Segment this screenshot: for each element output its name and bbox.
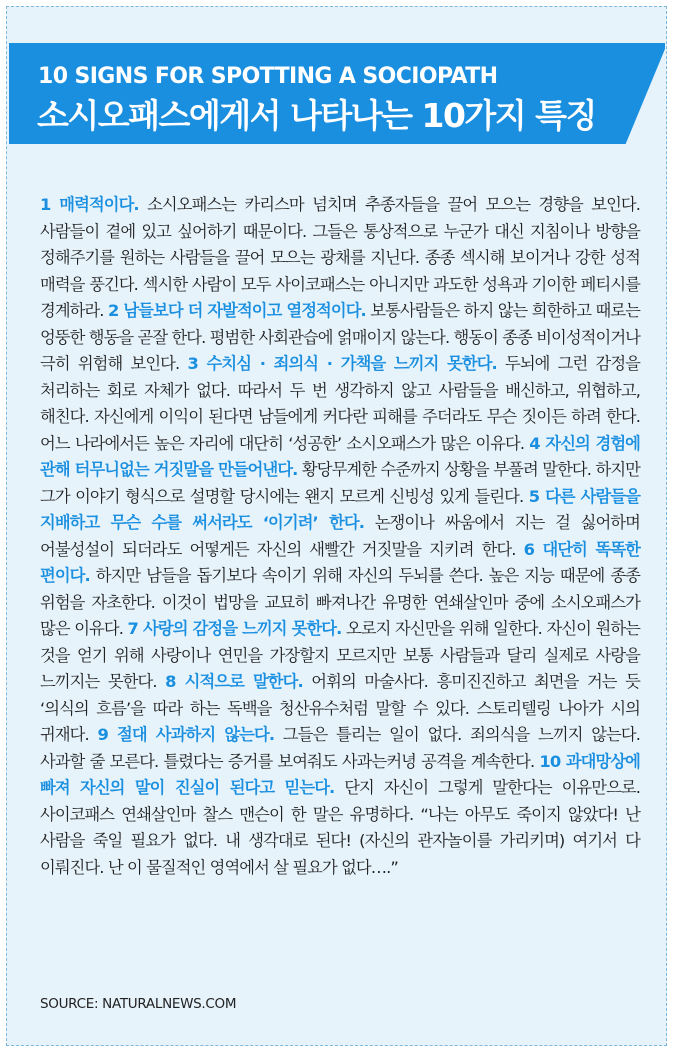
sign-4-text: 황당무계한 수준까지 상황을 부풀려 말한다. 하지만 그가 이야기 형식으로 설명할 당시에는 왠지 모르게 신빙성 있게 들린다.	[40, 460, 640, 506]
sign-5-text: 논쟁이나 싸움에서 지는 걸 싫어하며 어불성설이 되더라도 어떻게든 자신의 새빨간 거짓말을 지키려 한다.	[40, 513, 640, 559]
title-korean: 소시오패스에게서 나타나는 10가지 특징	[37, 96, 596, 135]
title-english: 10 SIGNS FOR SPOTTING A SOCIOPATH	[38, 64, 498, 89]
sign-8-heading: 8 시적으로 말한다.	[165, 672, 303, 691]
source-credit: SOURCE: NATURALNEWS.COM	[40, 996, 237, 1012]
article-body	[40, 192, 640, 881]
sign-2-heading: 2 남들보다 더 자발적이고 열정적이다.	[108, 301, 366, 320]
sign-8-text: 어휘의 마술사다. 흥미진진하고 최면을 거는 듯 ‘의식의 흐름’을 따라 하는 독백을 청산유수처럼 말할 수 있다. 스토리텔링 나아가 시의 귀재다.	[40, 672, 641, 744]
sign-1-text: 소시오패스는 카리스마 넘치며 추종자들을 끌어 모으는 경향을 보인다. 사람들이 곁에 있고 싶어하기 때문이다. 그들은 통상적으로 누군가 대신 지침이나 방향을 정해주기를 원하는 사람들을 끌어 모으는 광채를 지닌다. 종종 섹시해 보이거나 강한 성적 매력을 풍긴다. 섹시한 사람이 모두 사이코패스는 아니지만 과도한 성욕과 기이한 페티시를 경계하라.	[40, 195, 641, 320]
sign-5-heading: 5 다른 사람들을 지배하고 무슨 수를 써서라도 ‘이기려’ 한다.	[40, 486, 640, 532]
sign-1-heading: 1 매력적이다.	[40, 195, 139, 214]
sign-4-heading: 4 자신의 경험에 관해 터무니없는 거짓말을 만들어낸다.	[40, 433, 641, 479]
sign-6-text: 하지만 남들을 돕기보다 속이기 위해 자신의 두뇌를 쓴다. 높은 지능 때문에 종종 위험을 자초한다. 이것이 법망을 교묘히 빠져나간 유명한 연쇄살인마 중에 소시오패스가 많은 이유다.	[40, 566, 640, 638]
sign-9-heading: 9 절대 사과하지 않는다.	[97, 725, 275, 744]
sign-7-heading: 7 사랑의 감정을 느끼지 못한다.	[127, 619, 342, 638]
sign-10-heading: 10 과대망상에 빠져 자신의 말이 진실이 된다고 믿는다.	[40, 751, 640, 797]
sign-7-text: 오로지 자신만을 위해 일한다. 자신이 원하는 것을 얻기 위해 사랑이나 연민을 가장할지 모르지만 보통 사람들과 달리 실제로 사랑을 느끼지는 못한다.	[40, 619, 640, 691]
sign-3-heading: 3 수치심 · 죄의식 · 가책을 느끼지 못한다.	[187, 354, 497, 373]
sign-2-text: 보통사람들은 하지 않는 희한하고 때로는 엉뚱한 행동을 곧잘 한다. 평범한 사회관습에 얽매이지 않는다. 행동이 종종 비이성적이거나 극히 위험해 보인다.	[40, 301, 640, 373]
sign-3-text: 두뇌에 그런 감정을 처리하는 회로 자체가 없다. 따라서 두 번 생각하지 않고 사람들을 배신하고, 위협하고, 해친다. 자신에게 이익이 된다면 남들에게 커다란 피해를 주더라도 무슨 짓이든 하려 한다. 어느 나라에서든 높은 자리에 대단히 ‘성공한’ 소시오패스가 많은 이유다.	[40, 354, 641, 453]
sign-9-text: 그들은 틀리는 일이 없다. 죄의식을 느끼지 않는다. 사과할 줄 모른다. 틀렸다는 증거를 보여줘도 사과는커녕 공격을 계속한다.	[40, 725, 640, 771]
sign-10-text: 단지 자신이 그렇게 말한다는 이유만으로. 사이코패스 연쇄살인마 찰스 맨슨이 한 말은 유명하다. “나는 아무도 죽이지 않았다! 난 사람을 죽일 필요가 없다. 내 생각대로 된다! (자신의 관자놀이를 가리키며) 여기서 다 이뤄진다. 난 이 물질적인 영역에서 살 필요가 없다….”	[40, 778, 640, 877]
sign-6-heading: 6 대단히 똑똑한 편이다.	[40, 539, 640, 585]
